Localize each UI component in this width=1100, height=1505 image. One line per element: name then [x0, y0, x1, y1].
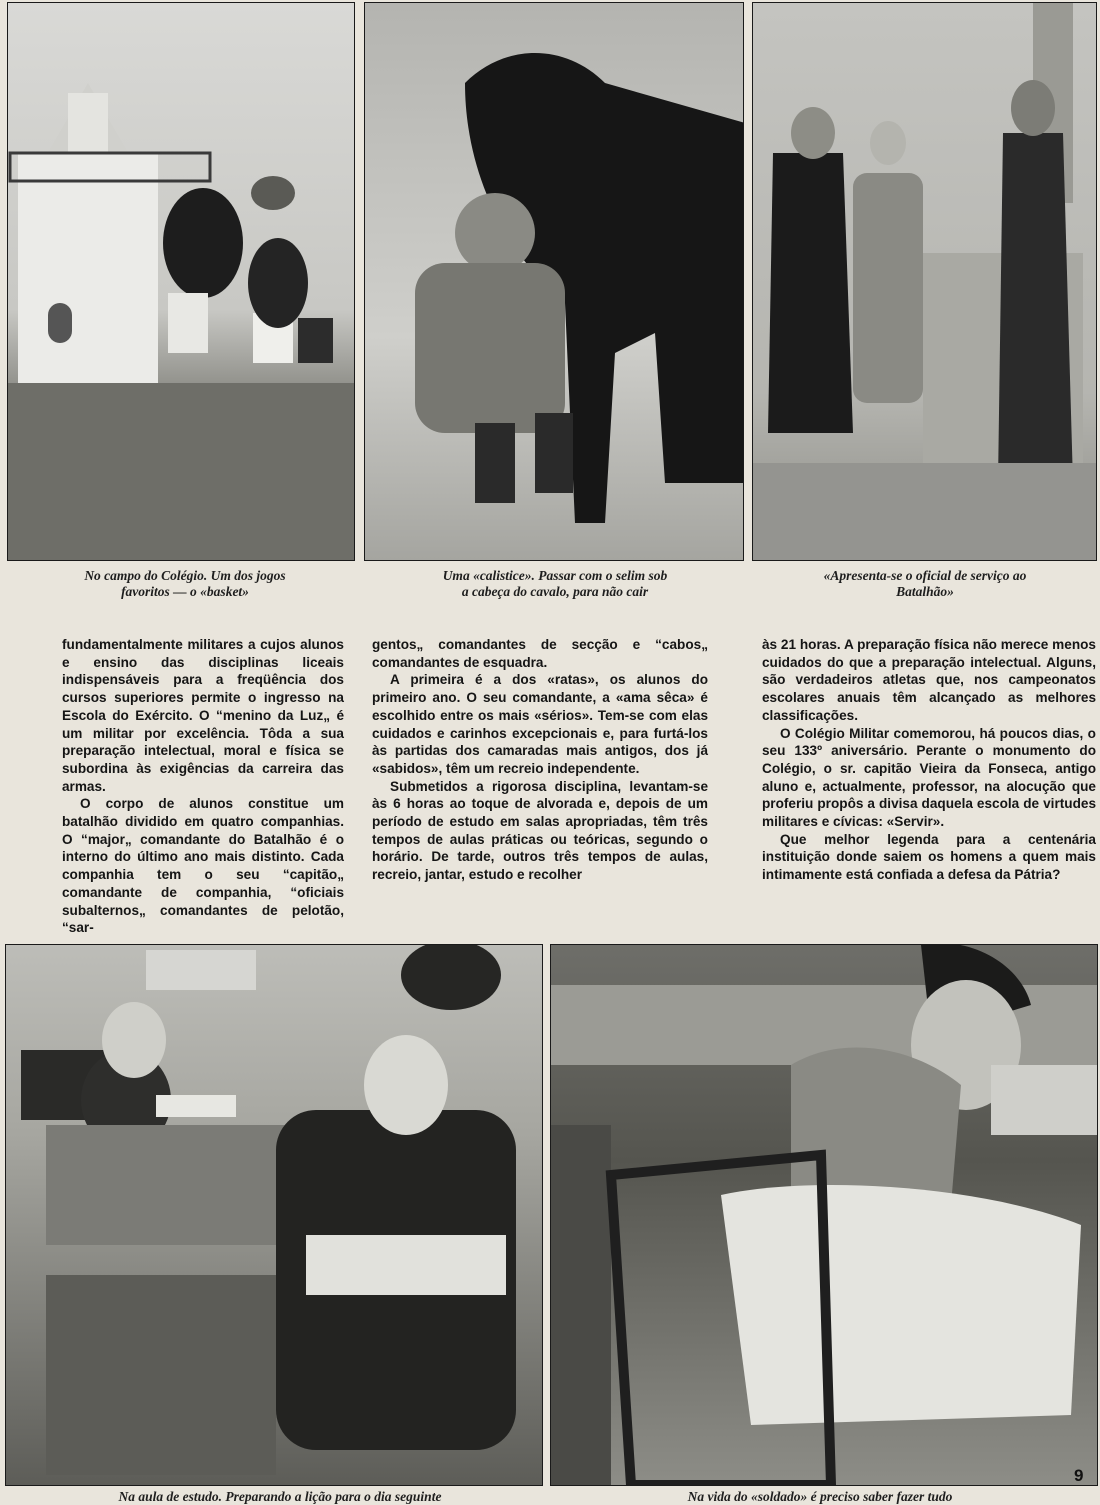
- photo-soldier-bed: [550, 944, 1098, 1486]
- article-paragraph: fundamentalmente militares a cujos alunos e ensino das disciplinas liceais indispensáveis para a freqüência dos cursos superiores permite o ingresso na Escola do Exército. O “menino da Luz„ é um militar por excelência. Tôda a sua preparação intelectual, moral e física se subordina às exigências da carreira das armas.: [62, 637, 344, 794]
- caption-soldier: Na vida do «soldado» é preciso saber fazer tudo: [687, 1489, 953, 1504]
- article-paragraph: Submetidos a rigorosa disciplina, levantam-se às 6 horas ao toque de alvorada e, depois de um período de estudo em salas apropriadas, têm três tempos de aulas práticas ou teóricas, segundo o horário. De tarde, outros três tempos de aulas, recreio, jantar, estudo e recolher: [372, 778, 708, 883]
- article-column-3: [762, 636, 1096, 884]
- photo-officer-report: [752, 2, 1097, 561]
- page-number: 9: [1074, 1466, 1084, 1485]
- caption-basketball: No campo do Colégio. Um dos jogos favoritos — o «basket»: [84, 568, 286, 599]
- caption-officer: «Apresenta-se o oficial de serviço ao Batalhão»: [823, 568, 1027, 599]
- article-column-1: [62, 636, 344, 937]
- photo-basketball-game: [7, 2, 355, 561]
- article-paragraph: Que melhor legenda para a centenária instituição donde saiem os homens a quem mais intimamente está confiada a defesa da Pátria?: [762, 831, 1096, 883]
- photo-horse-saddle: [364, 2, 744, 561]
- caption-study: Na aula de estudo. Preparando a lição para o dia seguinte: [118, 1489, 442, 1504]
- article-paragraph: gentos„ comandantes de secção e “cabos„ comandantes de esquadra.: [372, 637, 708, 670]
- article-paragraph: O corpo de alunos constitue um batalhão dividido em quatro companhias. O “major„ comandante do Batalhão é o interno do último ano mais distinto. Cada companhia tem o seu “capitão„ comandante de companhia, “oficiais subalternos„ comandantes de pelotão, “sar-: [62, 796, 344, 936]
- caption-horse: Uma «calistice». Passar com o selim sob a cabeça do cavalo, para não cair: [442, 568, 668, 599]
- photo-study-class: [5, 944, 543, 1486]
- article-paragraph: O Colégio Militar comemorou, há poucos dias, o seu 133º aniversário. Perante o monumento do Colégio, o sr. capitão Vieira da Fonseca, antigo aluno e, actualmente, professor, na alocução que proferiu propôs a divisa daquela escola de virtudes militares e cívicas: «Servir».: [762, 725, 1096, 830]
- article-paragraph: A primeira é a dos «ratas», os alunos do primeiro ano. O seu comandante, a «ama sêca» é escolhido entre os mais «sérios». Tem-se com elas cuidados e carinhos excepcionais e, para furtá-los às partidas dos camaradas mais antigos, dos já «sabidos», têm um recreio independente.: [372, 672, 708, 776]
- article-column-2: [372, 636, 708, 884]
- article-paragraph: às 21 horas. A preparação física não merece menos cuidados do que a preparação intelectual. Alguns, são verdadeiros atletas que, nos campeonatos escolares anuais têm alcançado as melhores classificações.: [762, 637, 1096, 723]
